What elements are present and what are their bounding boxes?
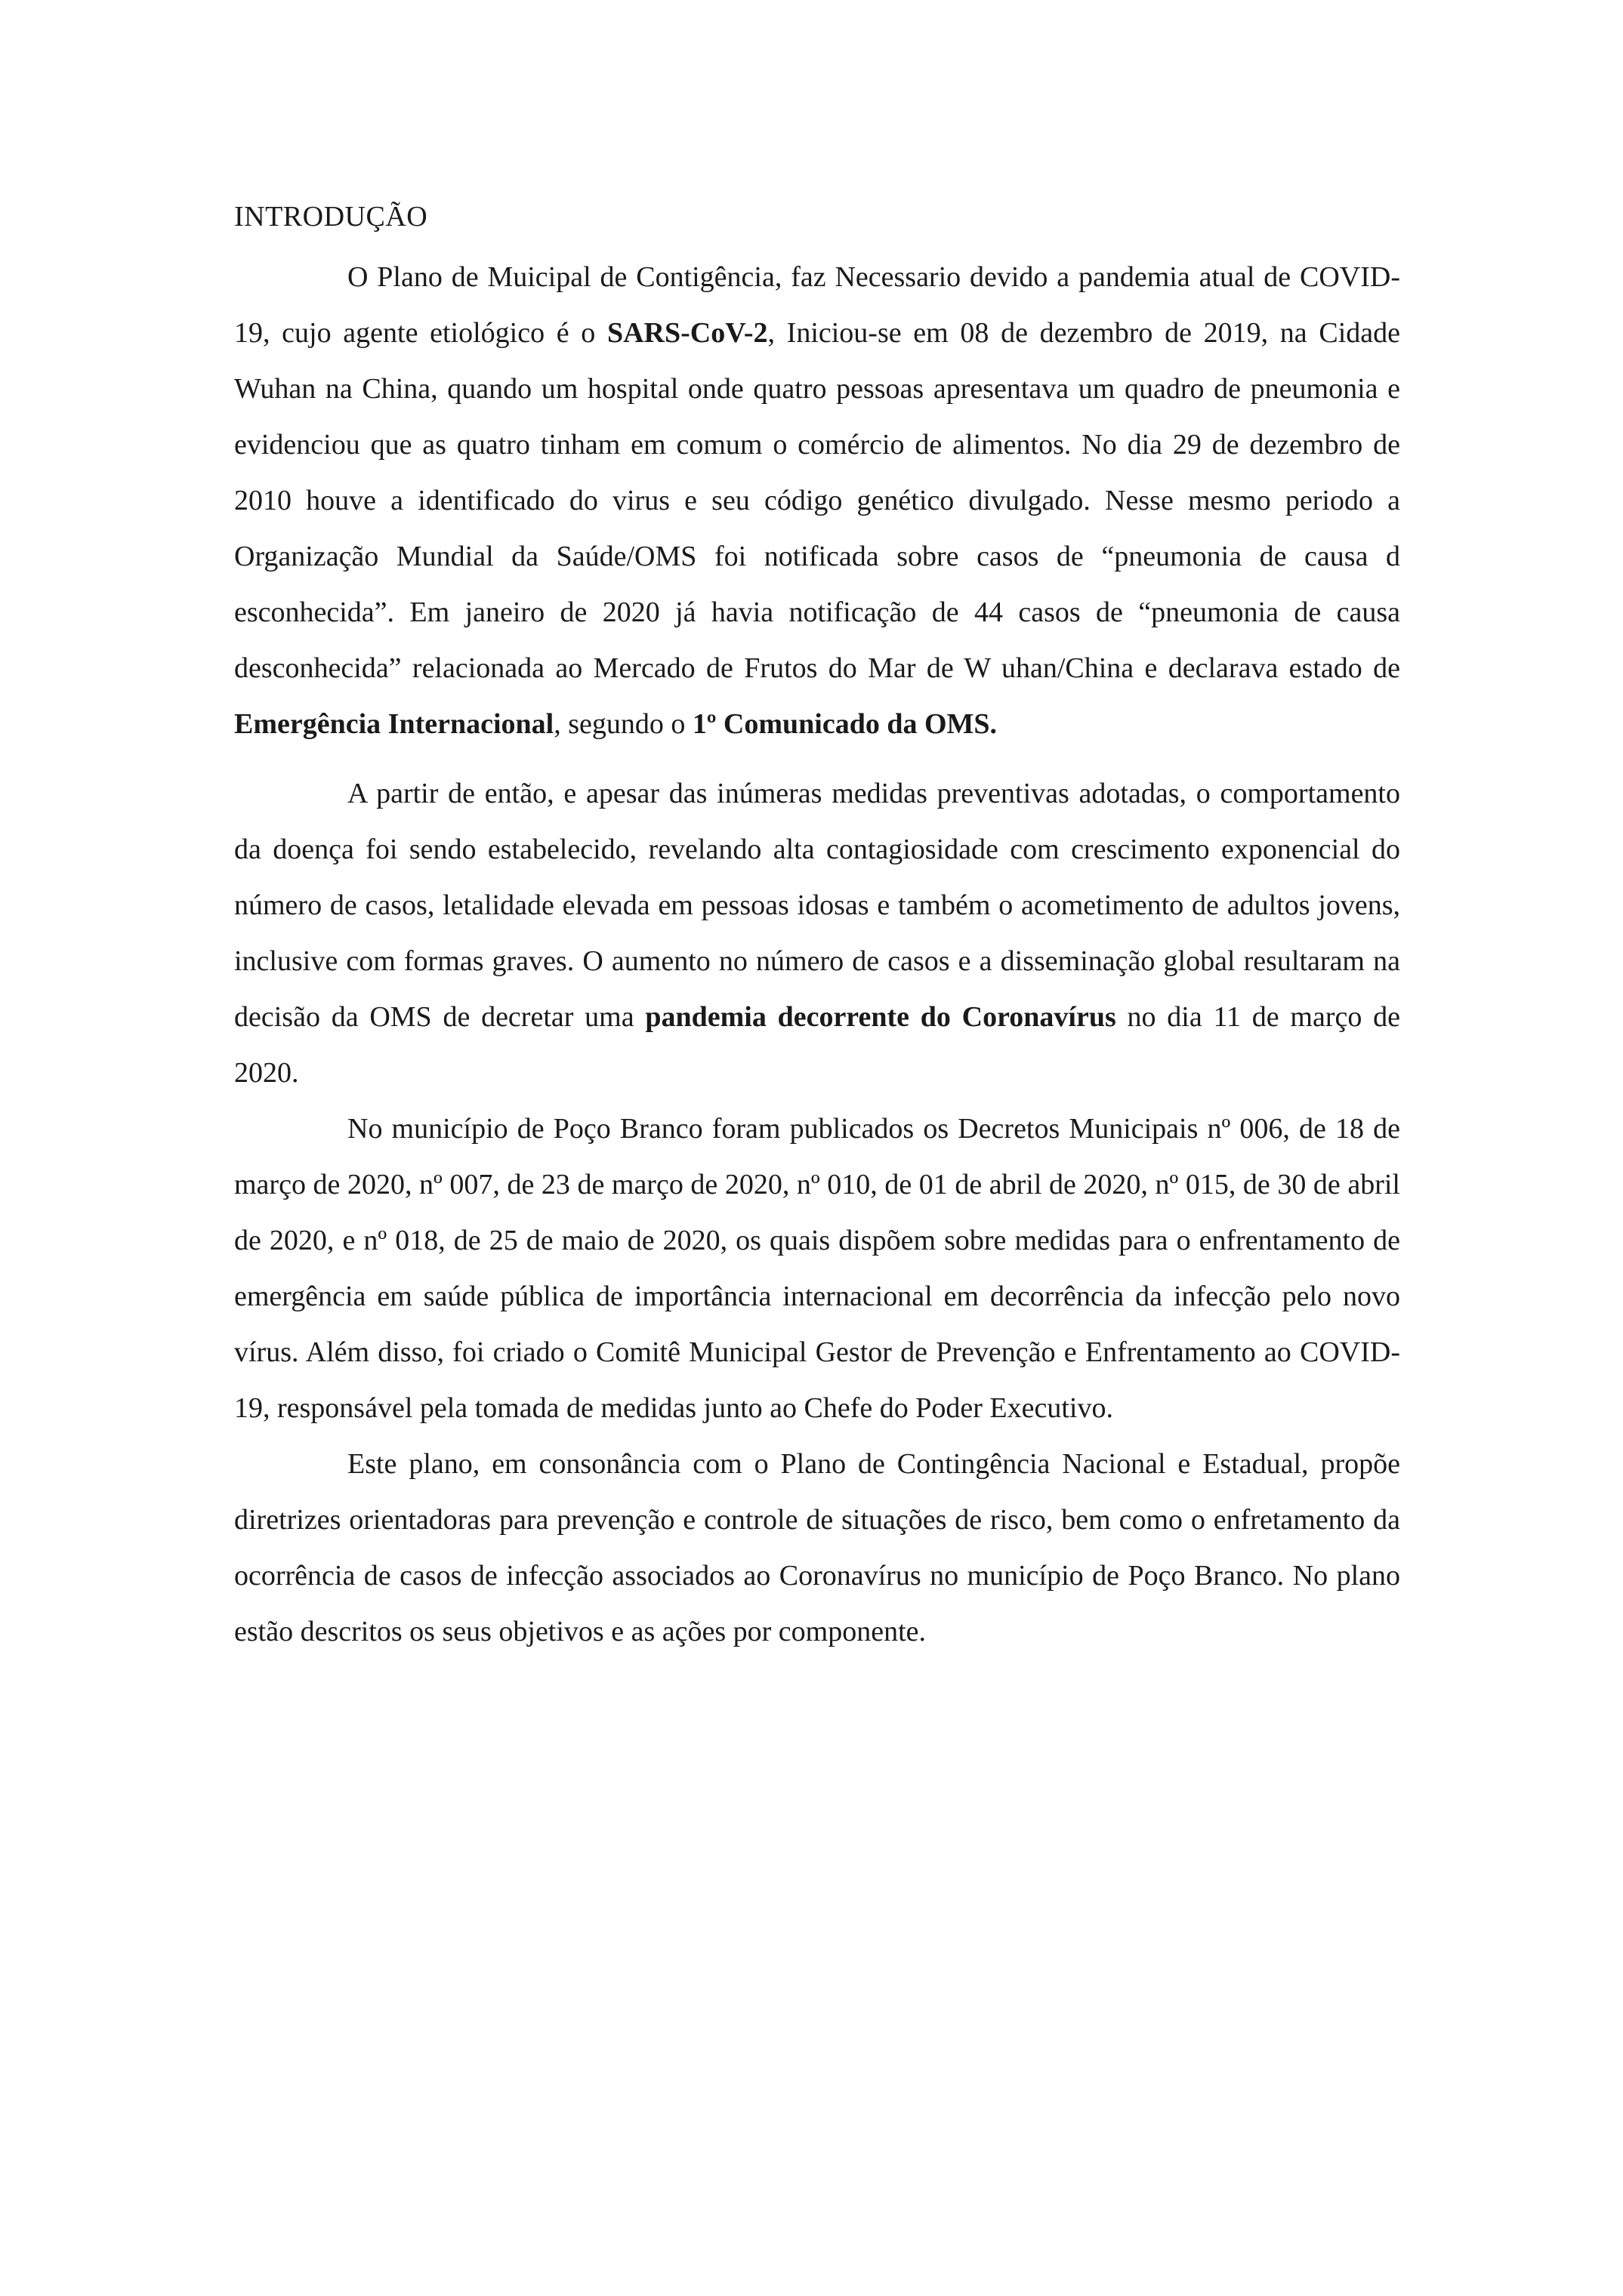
p1-bold-virus: SARS-CoV-2 <box>606 317 768 349</box>
p1-bold-emergency: Emergência Internacional <box>234 708 554 740</box>
p1-text-2: , Iniciou-se em 08 de dezembro de 2019, na Cidade Wuhan na China, quando um hospital onde quatro pessoas apresentava um quadro de pneumonia e evidenciou que as quatro tinham em comum o comércio de alimentos. No dia 29 de dezembro de 2010 houve a identificado do virus e seu código genético divulgado. Nesse mesmo periodo a Organização Mundial da Saúde/OMS foi notificada sobre casos de “pneumonia de causa d esconhecida”. Em janeiro de 2020 já havia notificação de 44 casos de “pneumonia de causa desconhecida” relacionada ao Mercado de Frutos do Mar de W uhan/China e declarava estado de <box>234 317 1400 684</box>
p1-text-1: O Plano de Muicipal de Contigência, faz Necessario devido a pandemia atual de COVID-19, cujo agente etiológico é o <box>234 261 1400 349</box>
document-page <box>234 189 1400 1660</box>
paragraph-2 <box>234 766 1400 1101</box>
p2-text-1: A partir de então, e apesar das inúmeras medidas preventivas adotadas, o comportamento da doença foi sendo estabelecido, revelando alta contagiosidade com crescimento exponencial do número de casos, letalidade elevada em pessoas idosas e também o acometimento de adultos jovens, inclusive com formas graves. O aumento no número de casos e a disseminação global resultaram na decisão da OMS de decretar uma <box>234 778 1400 1033</box>
paragraph-3: No município de Poço Branco foram publicados os Decretos Municipais nº 006, de 18 de março de 2020, nº 007, de 23 de março de 2020, nº 010, de 01 de abril de 2020, nº 015, de 30 de abril de 2020, e nº 018, de 25 de maio de 2020, os quais dispõem sobre medidas para o enfrentamento de emergência em saúde pública de importância internacional em decorrência da infecção pelo novo vírus. Além disso, foi criado o Comitê Municipal Gestor de Prevenção e Enfrentamento ao COVID-19, responsável pela tomada de medidas junto ao Chefe do Poder Executivo. <box>234 1113 1400 1424</box>
paragraph-4: Este plano, em consonância com o Plano de Contingência Nacional e Estadual, propõe diretrizes orientadoras para prevenção e controle de situações de risco, bem como o enfretamento da ocorrência de casos de infecção associados ao Coronavírus no município de Poço Branco. No plano estão descritos os seus objetivos e as ações por componente. <box>234 1448 1400 1647</box>
paragraph-1 <box>234 249 1400 752</box>
section-heading: INTRODUÇÃO <box>234 201 428 233</box>
p2-text-2: no dia 11 de março de 2020. <box>234 1001 1400 1089</box>
p1-bold-communique: 1º Comunicado da OMS. <box>692 708 998 740</box>
p2-bold-pandemic: pandemia decorrente do Coronavírus <box>645 1001 1116 1033</box>
p1-text-3: , segundo o <box>554 708 693 740</box>
